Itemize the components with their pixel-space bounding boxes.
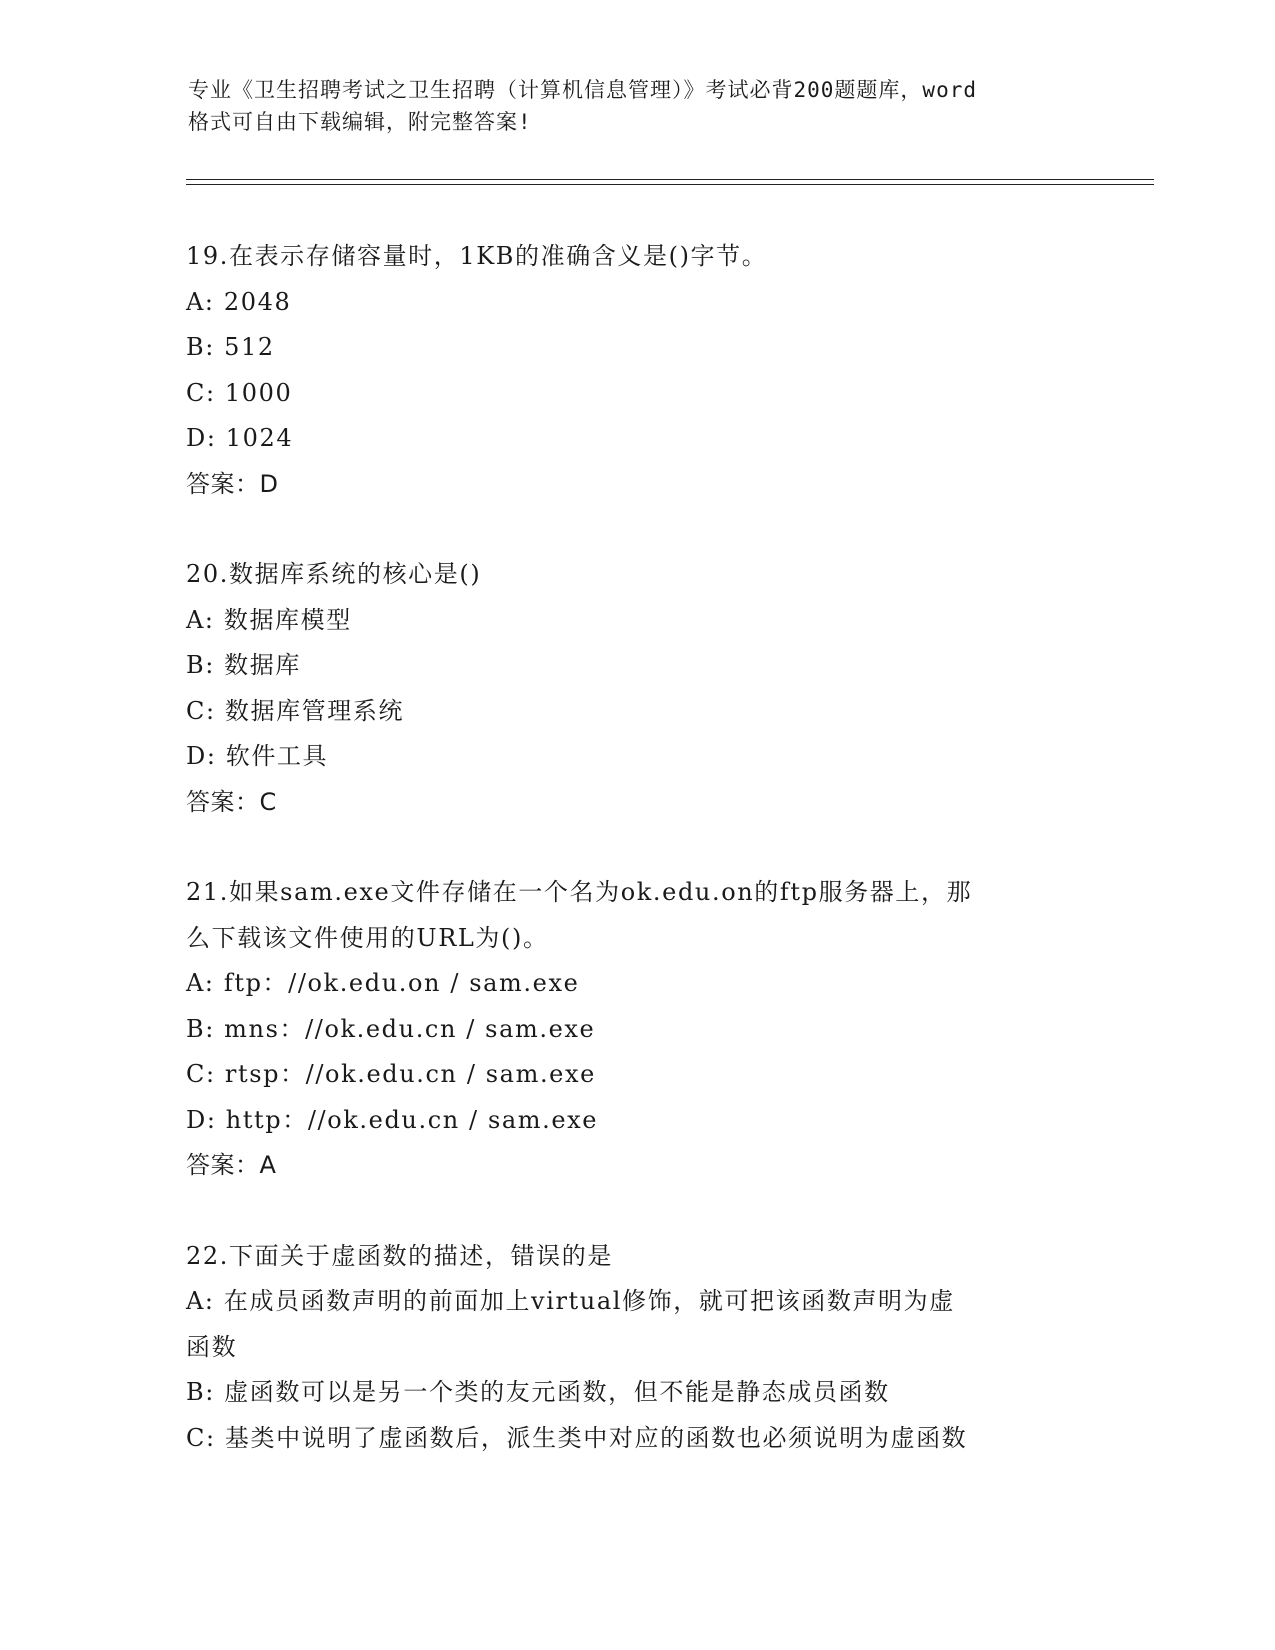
question-stem-line: 21.如果sam.exe文件存储在一个名为ok.edu.on的ftp服务器上，那 xyxy=(186,878,973,906)
answer-option-line: C: 数据库管理系统 xyxy=(186,696,405,725)
answer-option-line: 函数 xyxy=(186,1332,238,1361)
question-list xyxy=(186,234,1086,1461)
answer-option-line: C: 1000 xyxy=(186,378,293,407)
answer-option-line: B: 虚函数可以是另一个类的友元函数，但不能是静态成员函数 xyxy=(186,1378,890,1406)
answer-option-line: B: mns：//ok.edu.cn / sam.exe xyxy=(186,1014,596,1043)
header-line-2: 格式可自由下载编辑，附完整答案! xyxy=(188,110,532,134)
answer-option-line: A: ftp：//ok.edu.on / sam.exe xyxy=(186,969,580,997)
answer-option-line: B: 512 xyxy=(186,333,275,361)
question-stem-line: 22.下面关于虚函数的描述，错误的是 xyxy=(186,1241,613,1270)
question-stem-line: 19.在表示存储容量时，1KB的准确含义是()字节。 xyxy=(186,242,768,270)
answer-key: 答案：A xyxy=(186,1151,277,1179)
answer-option-line: A: 数据库模型 xyxy=(186,605,352,634)
answer-option-line: D: 1024 xyxy=(186,424,294,452)
question-block xyxy=(186,234,1086,507)
answer-option-line: C: 基类中说明了虚函数后，派生类中对应的函数也必须说明为虚函数 xyxy=(186,1423,968,1452)
answer-key: 答案：D xyxy=(186,469,279,498)
answer-key: 答案：C xyxy=(186,787,277,816)
question-block xyxy=(186,870,1086,1189)
question-spacer xyxy=(186,507,1086,552)
answer-option-line: D: 软件工具 xyxy=(186,742,329,770)
answer-option-line: A: 在成员函数声明的前面加上virtual修饰，就可把该函数声明为虚 xyxy=(186,1287,955,1315)
answer-option-line: D: http：//ok.edu.cn / sam.exe xyxy=(186,1105,599,1134)
question-block xyxy=(186,552,1086,825)
header-divider xyxy=(186,179,1154,185)
question-stem-line: 20.数据库系统的核心是() xyxy=(186,560,482,588)
answer-option-line: B: 数据库 xyxy=(186,651,301,679)
answer-option-line: A: 2048 xyxy=(186,287,292,316)
document-header xyxy=(188,74,1088,138)
question-spacer xyxy=(186,1189,1086,1234)
question-block xyxy=(186,1234,1086,1462)
answer-option-line: C: rtsp：//ok.edu.cn / sam.exe xyxy=(186,1060,596,1088)
header-line-1: 专业《卫生招聘考试之卫生招聘（计算机信息管理）》考试必背200题题库，word xyxy=(188,78,977,102)
question-spacer xyxy=(186,825,1086,870)
question-stem-line: 么下载该文件使用的URL为()。 xyxy=(186,923,549,952)
